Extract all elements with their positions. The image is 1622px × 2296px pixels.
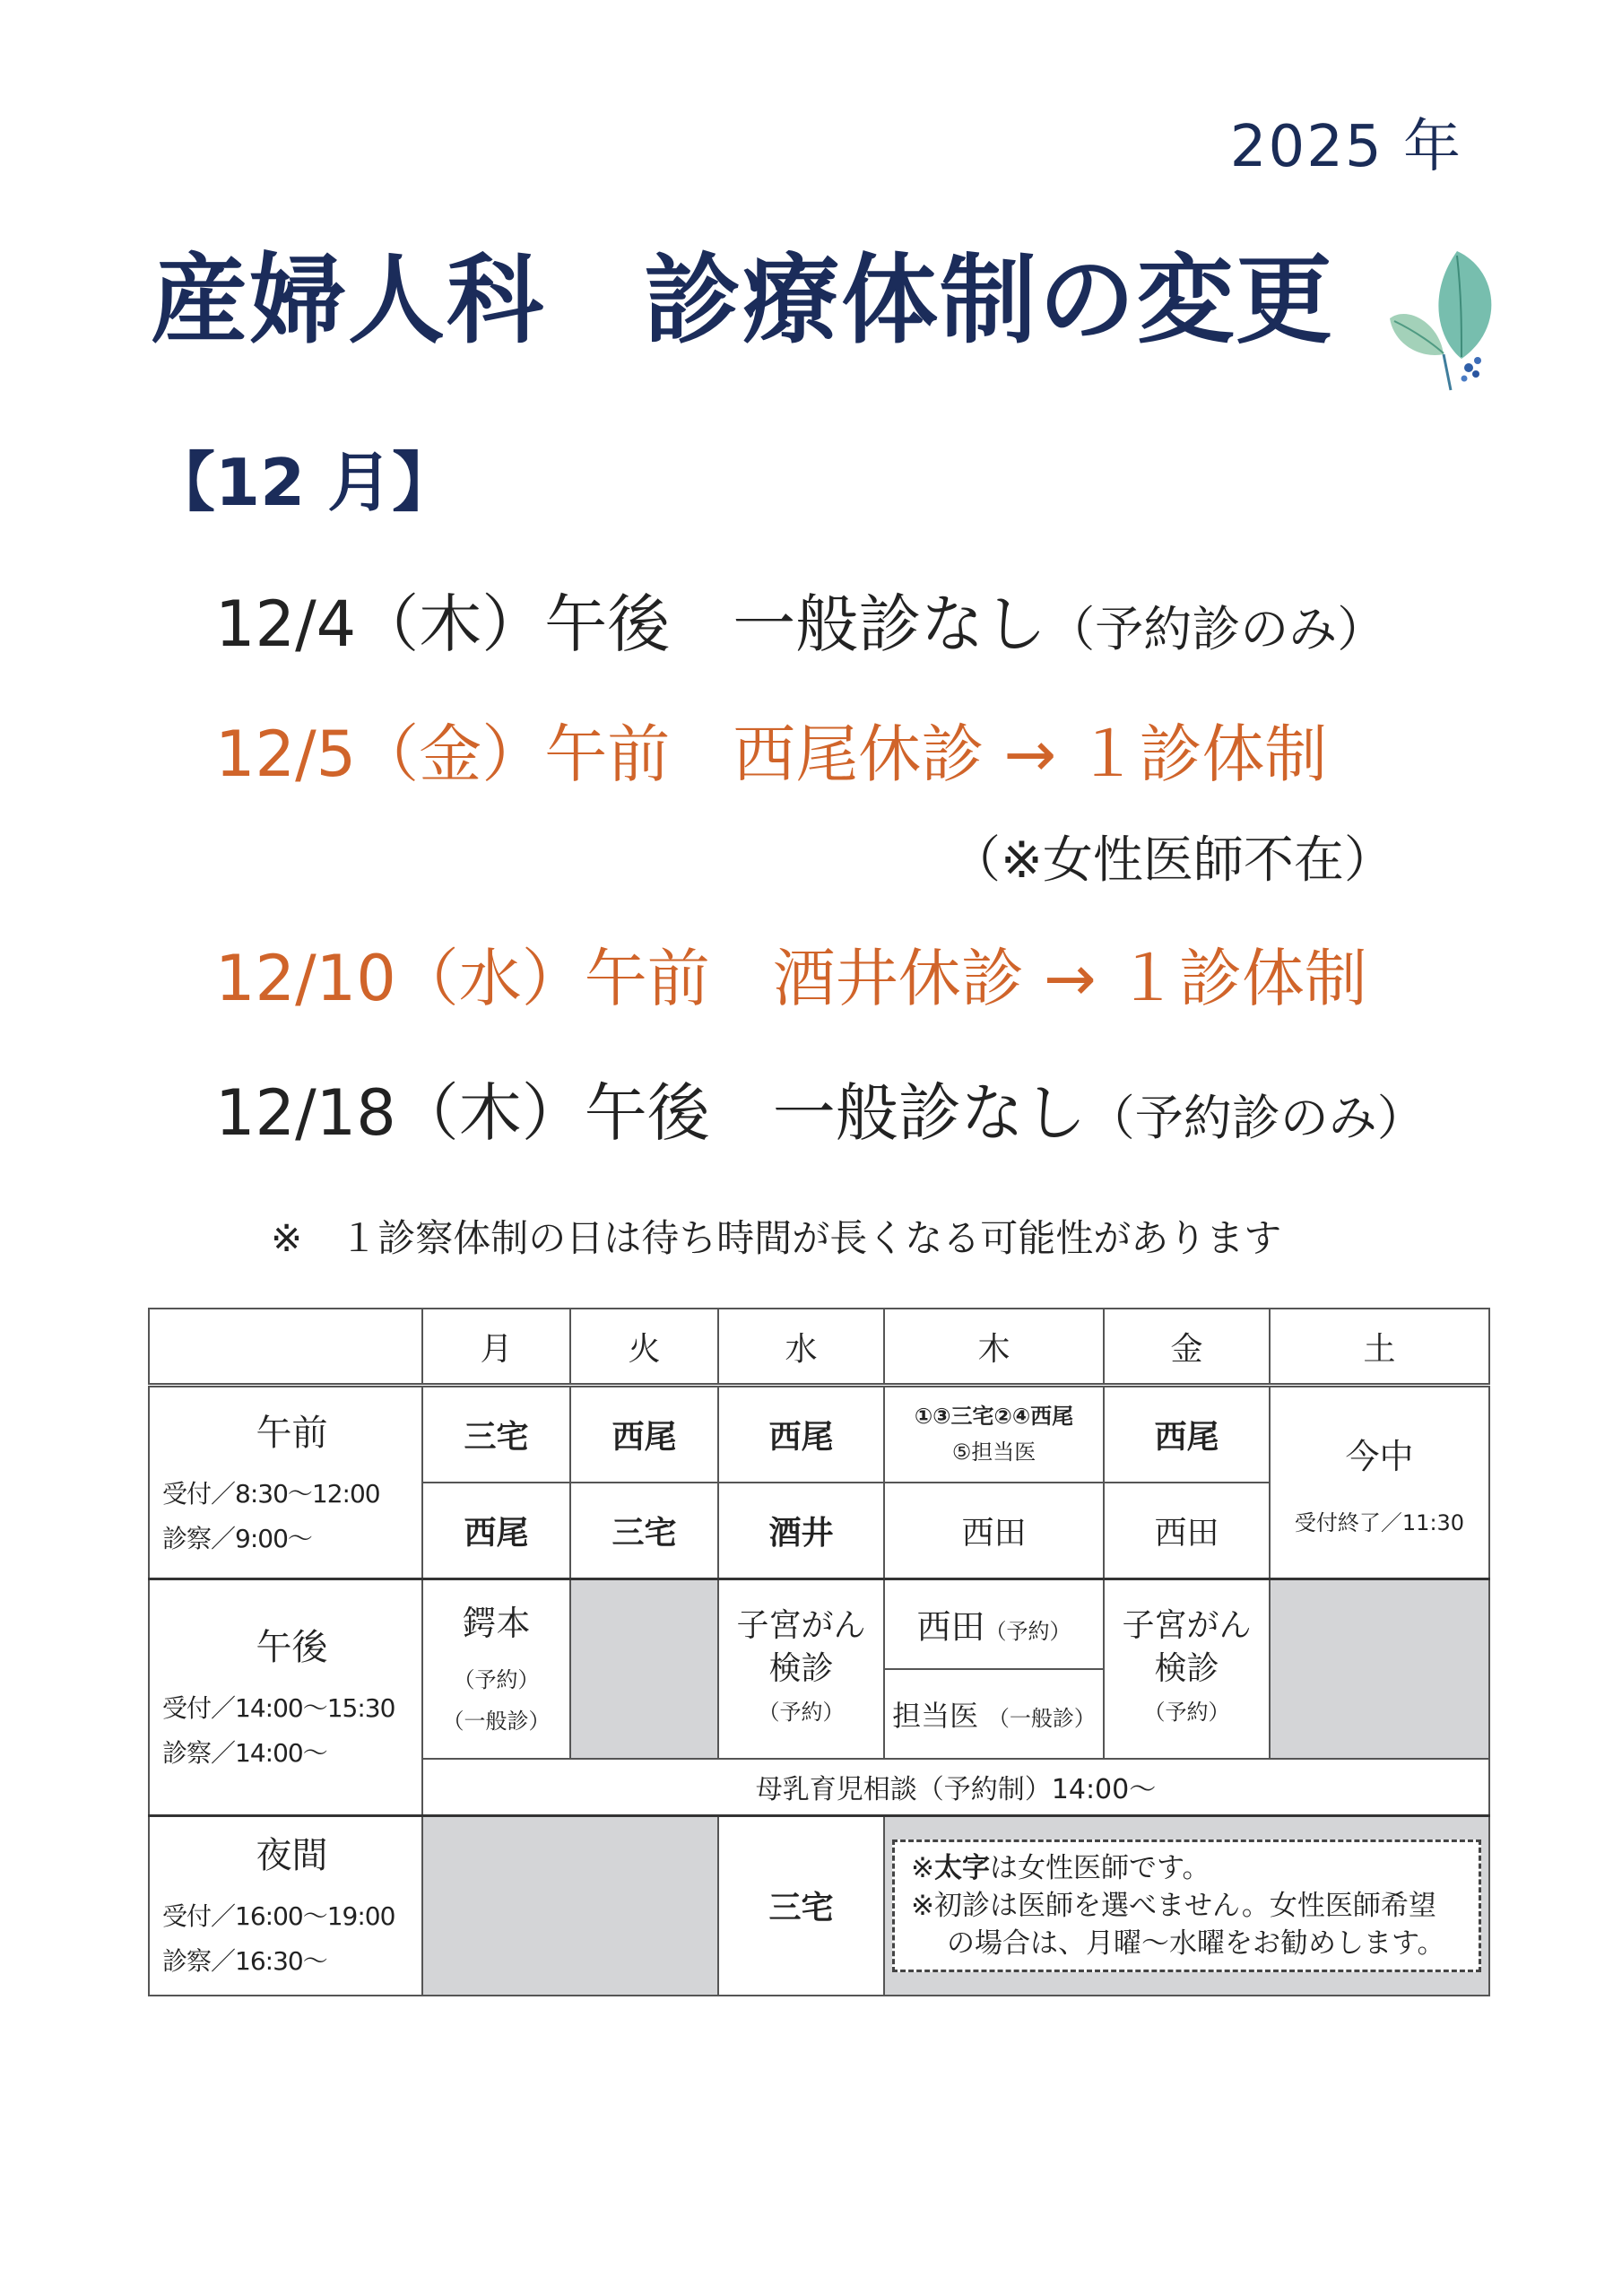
afternoon-wed: 子宮がん 検診 （予約） — [718, 1579, 884, 1759]
night-note-cell — [884, 1816, 1489, 1996]
morning-label-cell — [149, 1386, 422, 1579]
morning-row-1 — [149, 1386, 1489, 1483]
afternoon-thu-top: 西田（予約） — [884, 1579, 1104, 1669]
night-row — [149, 1816, 1489, 1996]
doctor-note-box: ※太字は女性医師です。 ※初診は医師を選べません。女性医師希望 の場合は、月曜～水曜をお勧めします。 — [892, 1839, 1481, 1972]
morning-fri-1: 西尾 — [1104, 1386, 1270, 1483]
day-sat: 土 — [1270, 1309, 1489, 1386]
night-mon-tue — [422, 1816, 718, 1996]
afternoon-exam: 診察／14:00～ — [162, 1738, 327, 1768]
afternoon-reception: 受付／14:00～15:30 — [162, 1693, 395, 1723]
morning-exam: 診察／9:00～ — [162, 1523, 312, 1553]
female-absent-note: （※女性医師不在） — [950, 831, 1394, 890]
morning-tue-2: 三宅 — [570, 1483, 718, 1579]
afternoon-row-1 — [149, 1579, 1489, 1669]
morning-sat: 今中 受付終了／11:30 — [1270, 1386, 1489, 1579]
morning-reception: 受付／8:30～12:00 — [162, 1478, 380, 1509]
day-header-row — [149, 1309, 1489, 1386]
afternoon-label: 午後 — [256, 1627, 328, 1668]
notice-4: 12/18（木）午後 一般診なし（予約診のみ） — [215, 1076, 1426, 1150]
footnote: ※ １診察体制の日は待ち時間が長くなる可能性があります — [271, 1216, 1282, 1260]
afternoon-sat — [1270, 1579, 1489, 1759]
notice-2: 12/5（金）午前 西尾休診 → １診体制 — [215, 718, 1328, 791]
morning-mon-2: 西尾 — [422, 1483, 570, 1579]
night-reception: 受付／16:00～19:00 — [162, 1901, 395, 1932]
morning-wed-1: 西尾 — [718, 1386, 884, 1483]
morning-thu-2: 西田 — [884, 1483, 1104, 1579]
day-mon: 月 — [422, 1309, 570, 1386]
morning-label: 午前 — [256, 1412, 328, 1454]
night-label: 夜間 — [256, 1835, 328, 1877]
year: 2025 年 — [1229, 114, 1462, 180]
night-wed: 三宅 — [718, 1816, 884, 1996]
day-wed: 水 — [718, 1309, 884, 1386]
day-tue: 火 — [570, 1309, 718, 1386]
breastfeeding-consult: 母乳育児相談（予約制）14:00～ — [422, 1759, 1489, 1816]
morning-thu-1: ①③三宅②④西尾 ⑤担当医 — [884, 1386, 1104, 1483]
morning-tue-1: 西尾 — [570, 1386, 718, 1483]
month-heading: 【12 月】 — [151, 445, 457, 520]
corner-cell — [149, 1309, 422, 1386]
afternoon-tue — [570, 1579, 718, 1759]
morning-wed-2: 酒井 — [718, 1483, 884, 1579]
afternoon-label-cell — [149, 1579, 422, 1816]
afternoon-mon: 鍔本 （予約） （一般診） — [422, 1579, 570, 1759]
day-thu: 木 — [884, 1309, 1104, 1386]
night-label-cell — [149, 1816, 422, 1996]
schedule-table — [148, 1308, 1490, 1996]
night-exam: 診察／16:30～ — [162, 1946, 327, 1977]
notice-3: 12/10（水）午前 酒井休診 → １診体制 — [215, 942, 1367, 1015]
afternoon-thu-bottom: 担当医 （一般診） — [884, 1669, 1104, 1759]
leaf-icon — [1372, 242, 1506, 395]
morning-fri-2: 西田 — [1104, 1483, 1270, 1579]
day-fri: 金 — [1104, 1309, 1270, 1386]
afternoon-fri: 子宮がん 検診 （予約） — [1104, 1579, 1270, 1759]
page-title: 産婦人科 診療体制の変更 — [151, 245, 1335, 357]
notice-1: 12/4（木）午後 一般診なし（予約診のみ） — [215, 587, 1386, 661]
morning-mon-1: 三宅 — [422, 1386, 570, 1483]
